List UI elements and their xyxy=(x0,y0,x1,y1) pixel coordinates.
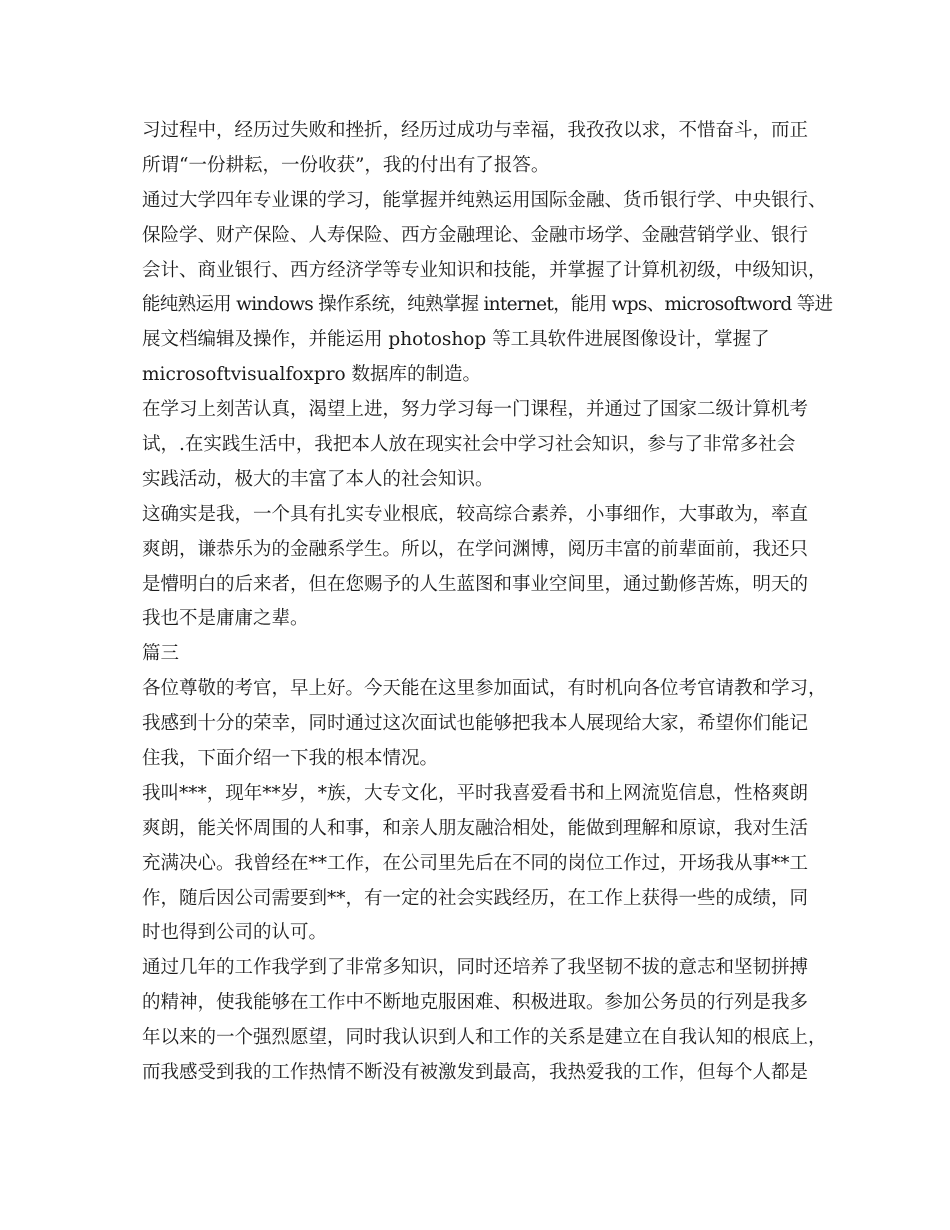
text-line: 在学习上刻苦认真，渴望上进，努力学习每一门课程，并通过了国家二级计算机考 xyxy=(142,399,809,421)
text-line: 的精神，使我能够在工作中不断地克服困难、积极进取。参加公务员的行列是我多 xyxy=(142,992,809,1014)
text-line: 爽朗，能关怀周围的人和事，和亲人朋友融洽相处，能做到理解和原谅，我对生活 xyxy=(142,817,809,839)
text-line: 所谓“一份耕耘，一份收获”，我的付出有了报答。 xyxy=(142,154,550,176)
text-line: microsoftvisualfoxpro 数据库的制造。 xyxy=(142,364,482,386)
text-line: 这确实是我，一个具有扎实专业根底，较高综合素养，小事细作，大事敢为，率直 xyxy=(142,503,809,525)
text-line: 我叫***，现年**岁，*族，大专文化，平时我喜爱看书和上网流览信息，性格爽朗 xyxy=(142,782,809,804)
text-line: 能纯熟运用 windows 操作系统，纯熟掌握 internet，能用 wps、microsoftword 等进 xyxy=(142,294,833,316)
text-line: 而我感受到我的工作热情不断没有被激发到最高，我热爱我的工作，但每个人都是 xyxy=(142,1062,809,1084)
text-line: 时也得到公司的认可。 xyxy=(142,922,328,944)
text-line: 是懵明白的后来者，但在您赐予的人生蓝图和事业空间里，通过勤修苦炼，明天的 xyxy=(142,573,809,595)
text-line: 充满决心。我曾经在**工作，在公司里先后在不同的岗位工作过，开场我从事**工 xyxy=(142,852,809,874)
text-line: 年以来的一个强烈愿望，同时我认识到人和工作的关系是建立在自我认知的根底上， xyxy=(142,1027,827,1049)
text-line: 通过大学四年专业课的学习，能掌握并纯熟运用国际金融、货币银行学、中央银行、 xyxy=(142,189,827,211)
text-line: 实践活动，极大的丰富了本人的社会知识。 xyxy=(142,468,494,490)
text-line: 各位尊敬的考官，早上好。今天能在这里参加面试，有时机向各位考官请教和学习， xyxy=(142,678,827,700)
text-line: 作，随后因公司需要到**，有一定的社会实践经历，在工作上获得一些的成绩，同 xyxy=(142,887,809,909)
text-line: 试，.在实践生活中，我把本人放在现实社会中学习社会知识，参与了非常多社会 xyxy=(142,434,796,456)
text-line: 习过程中，经历过失败和挫折，经历过成功与幸福，我孜孜以求，不惜奋斗，而正 xyxy=(142,120,809,141)
document-body xyxy=(142,114,832,1091)
text-line: 住我，下面介绍一下我的根本情况。 xyxy=(142,748,439,770)
text-line: 篇三 xyxy=(142,643,180,665)
text-line: 保险学、财产保险、人寿保险、西方金融理论、金融市场学、金融营销学业、银行 xyxy=(142,224,809,246)
text-line: 展文档编辑及操作，并能运用 photoshop 等工具软件进展图像设计，掌握了 xyxy=(142,329,770,351)
text-line: 我也不是庸庸之辈。 xyxy=(142,608,309,630)
text-line: 会计、商业银行、西方经济学等专业知识和技能，并掌握了计算机初级，中级知识， xyxy=(142,259,827,281)
text-line: 通过几年的工作我学到了非常多知识，同时还培养了我坚韧不拔的意志和坚韧拼搏 xyxy=(142,957,809,979)
text-line: 爽朗，谦恭乐为的金融系学生。所以，在学问渊博，阅历丰富的前辈面前，我还只 xyxy=(142,538,809,560)
text-line: 我感到十分的荣幸，同时通过这次面试也能够把我本人展现给大家，希望你们能记 xyxy=(142,713,809,735)
